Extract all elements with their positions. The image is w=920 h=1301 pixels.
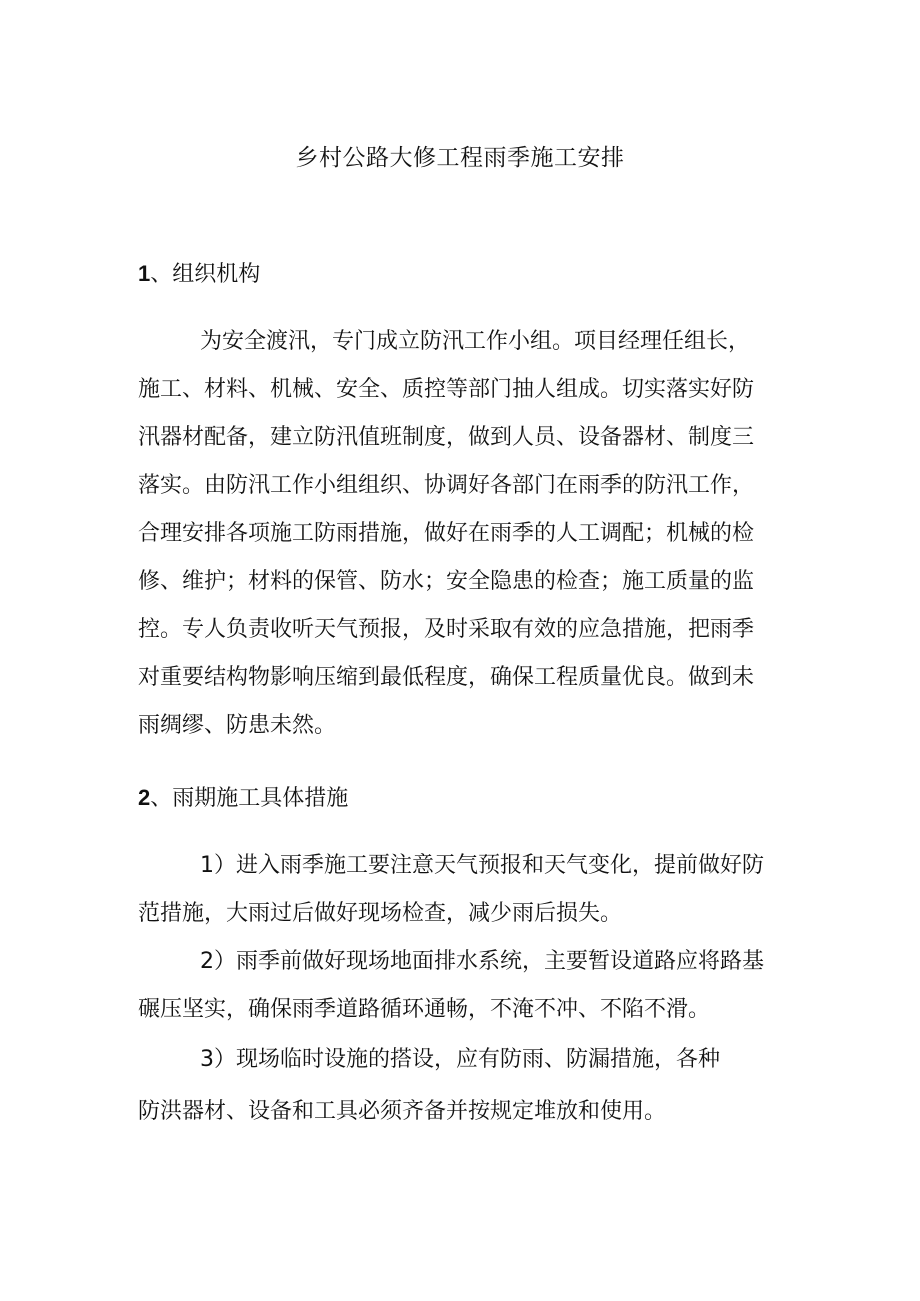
paragraph-line: 落实。由防汛工作小组组织、协调好各部门在雨季的防汛工作， — [138, 473, 755, 498]
paragraph-line: 合理安排各项施工防雨措施，做好在雨季的人工调配；机械的检 — [138, 521, 755, 546]
list-item-line: 2）雨季前做好现场地面排水系统，主要暂设道路应将路基 — [200, 949, 764, 974]
section-heading-2 — [138, 783, 348, 814]
section-number: 2 — [138, 785, 151, 810]
section-heading-text: 、雨期施工具体措施 — [150, 786, 349, 811]
list-item-line: 碾压坚实，确保雨季道路循环通畅，不淹不冲、不陷不滑。 — [138, 997, 711, 1022]
document-title: 乡村公路大修工程雨季施工安排 — [295, 145, 625, 171]
paragraph-line: 修、维护；材料的保管、防水；安全隐患的检查；施工质量的监 — [138, 569, 755, 594]
section-number: 1 — [138, 261, 151, 286]
paragraph-line: 对重要结构物影响压缩到最低程度，确保工程质量优良。做到未 — [138, 665, 755, 690]
paragraph-line: 为安全渡汛，专门成立防汛工作小组。项目经理任组长， — [200, 329, 751, 354]
section-heading-text: 、组织机构 — [150, 262, 261, 287]
list-item-line: 1）进入雨季施工要注意天气预报和天气变化，提前做好防 — [200, 853, 764, 878]
list-item-line: 3）现场临时设施的搭设，应有防雨、防漏措施，各种 — [200, 1047, 720, 1072]
paragraph-line: 雨绸缪、防患未然。 — [138, 713, 337, 738]
list-item-line: 防洪器材、设备和工具必须齐备并按规定堆放和使用。 — [138, 1099, 667, 1124]
paragraph-line: 施工、材料、机械、安全、质控等部门抽人组成。切实落实好防 — [138, 377, 755, 402]
list-item-line: 范措施，大雨过后做好现场检查，减少雨后损失。 — [138, 901, 623, 926]
paragraph-line: 汛器材配备，建立防汛值班制度，做到人员、设备器材、制度三 — [138, 425, 755, 450]
paragraph-line: 控。专人负责收听天气预报，及时采取有效的应急措施，把雨季 — [138, 617, 755, 642]
section-heading-1 — [138, 259, 260, 290]
